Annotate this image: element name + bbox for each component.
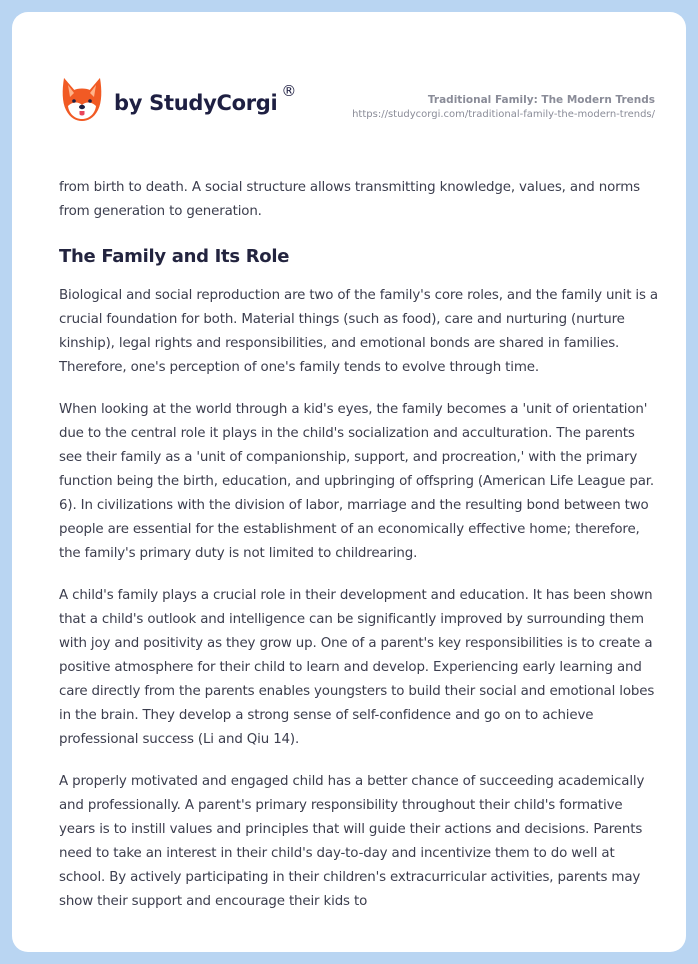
corgi-icon [60,76,104,122]
document-title: Traditional Family: The Modern Trends [427,94,655,106]
section-heading: The Family and Its Role [59,246,290,267]
intro-paragraph: from birth to death. A social structure allows transmitting knowledge, values, and norms from generation to generation. [59,180,640,219]
paragraph: When looking at the world through a kid's eyes, the family becomes a 'unit of orientation' due to the central role it plays in the child's socialization and acculturation. The parents see their family as a 'unit of companionship, support, and procreation,' with the primary function being the birth, education, and upbringing of offspring (American Life League par. 6). In civilizations with the division of labor, marriage and the resulting bond between two people are essential for the establishment of an economically effective home; therefore, the family's primary duty is not limited to childrearing. [59,402,654,561]
document-meta [352,93,655,123]
brand-name: by StudyCorgi [114,91,278,115]
document-card [12,12,686,952]
studycorgi-logo[interactable] [60,76,296,122]
paragraph: Biological and social reproduction are two of the family's core roles, and the family unit is a crucial foundation for both. Material things (such as food), care and nurturing (nurture kinship), legal rights and responsibilities, and emotional bonds are shared in families. Therefore, one's perception of one's family tends to evolve through time. [59,288,658,375]
registered-mark: ® [281,82,297,100]
article-content [59,176,659,932]
document-header [12,12,686,162]
document-url[interactable]: https://studycorgi.com/traditional-family-the-modern-trends/ [352,109,655,120]
paragraph: A properly motivated and engaged child has a better chance of succeeding academically and professionally. A parent's primary responsibility throughout their child's formative years is to instill values and principles that will guide their actions and decisions. Parents need to take an interest in their child's day-to-day and incentivize them to do well at school. By actively participating in their children's extracurricular activities, parents may show their support and encourage their kids to [59,774,645,909]
paragraph: A child's family plays a crucial role in their development and education. It has been shown that a child's outlook and intelligence can be significantly improved by surrounding them with joy and positivity as they grow up. One of a parent's key responsibilities is to create a positive atmosphere for their child to learn and develop. Experiencing early learning and care directly from the parents enables youngsters to build their social and emotional lobes in the brain. They develop a strong sense of self-confidence and go on to achieve professional success (Li and Qiu 14). [59,588,655,747]
